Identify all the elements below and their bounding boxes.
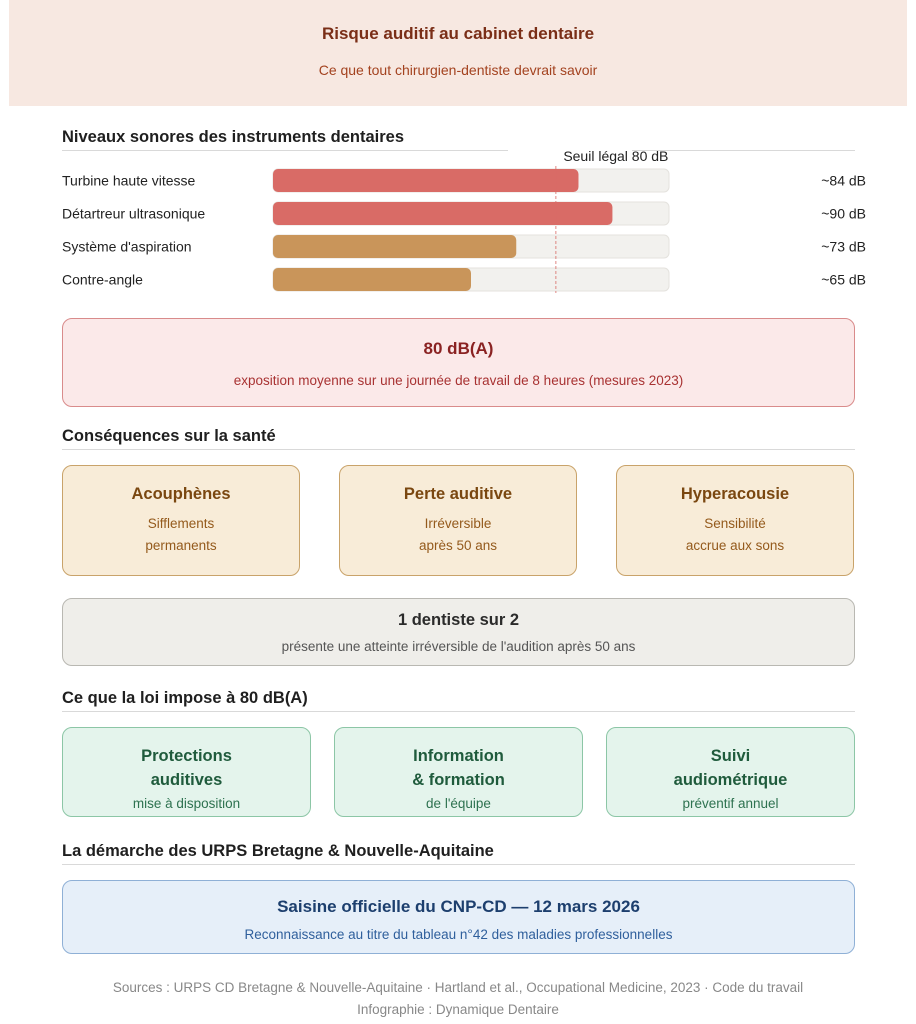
bar-category-label: Système d'aspiration <box>62 238 192 255</box>
bar-value-label: ~90 dB <box>821 205 866 222</box>
page-title: Risque auditif au cabinet dentaire <box>321 24 595 43</box>
bar-value-label: ~84 dB <box>821 172 866 189</box>
exposure-description: exposition moyenne sur une journée de travail de 8 heures (mesures 2023) <box>233 373 684 388</box>
threshold-label: Seuil légal 80 dB <box>563 148 669 164</box>
health-card-description: Sensibilité accrue aux sons <box>685 516 785 553</box>
section-title-approach: La démarche des URPS Bretagne & Nouvelle-Aquitaine <box>62 842 494 860</box>
health-card-title: Hyperacousie <box>680 485 790 503</box>
page-subtitle: Ce que tout chirurgien-dentiste devrait savoir <box>318 62 598 78</box>
referral-card <box>62 880 855 954</box>
bar-contre-angle <box>273 268 471 291</box>
statistic-detail: présente une atteinte irréversible de l'audition après 50 ans <box>281 639 636 654</box>
exposure-value: 80 dB(A) <box>423 339 494 358</box>
bar-turbine-haute-vitesse <box>273 169 578 192</box>
referral-headline: Saisine officielle du CNP-CD — 12 mars 2026 <box>277 897 640 916</box>
section-title-levels: Niveaux sonores des instruments dentaires <box>62 128 405 146</box>
law-card-description: mise à disposition <box>132 796 241 811</box>
bar-syst-me-d-aspiration <box>273 235 516 258</box>
law-card-description: préventif annuel <box>682 796 779 811</box>
noise-level-chart <box>0 0 916 310</box>
law-card-monitoring <box>606 727 855 817</box>
law-card-protection <box>62 727 311 817</box>
footer-credit: Infographie : Dynamique Dentaire <box>357 1002 559 1017</box>
health-card-title: Acouphènes <box>131 485 231 503</box>
law-card-title: Suivi audiométrique <box>673 747 788 789</box>
section-rule-law <box>62 711 855 712</box>
health-card-hearing-loss <box>339 465 577 576</box>
law-card-title: Protections auditives <box>141 747 232 789</box>
referral-detail: Reconnaissance au titre du tableau n°42 des maladies professionnelles <box>244 927 673 942</box>
bar-category-label: Détartreur ultrasonique <box>62 205 206 222</box>
bar-value-label: ~73 dB <box>821 238 866 255</box>
bar-category-label: Contre-angle <box>62 271 143 288</box>
statistic-card <box>62 598 855 666</box>
health-card-description: Irréversible après 50 ans <box>418 516 498 553</box>
law-card-title: Information & formation <box>412 747 505 789</box>
health-card-tinnitus <box>62 465 300 576</box>
law-card-training <box>334 727 583 817</box>
health-card-hyperacusis <box>616 465 854 576</box>
statistic-headline: 1 dentiste sur 2 <box>397 611 520 629</box>
bar-d-tartreur-ultrasonique <box>273 202 612 225</box>
law-card-description: de l'équipe <box>426 796 491 811</box>
section-rule-health <box>62 449 855 450</box>
bar-value-label: ~65 dB <box>821 271 866 288</box>
section-title-health: Conséquences sur la santé <box>62 427 276 445</box>
health-card-title: Perte auditive <box>403 485 513 503</box>
section-rule-approach <box>62 864 855 865</box>
bar-category-label: Turbine haute vitesse <box>62 172 196 189</box>
section-title-law: Ce que la loi impose à 80 dB(A) <box>62 689 308 707</box>
exposure-card <box>62 318 855 407</box>
footer-sources: Sources : URPS CD Bretagne & Nouvelle-Aquitaine · Hartland et al., Occupational Medicine, 2023 · Code du travail <box>112 980 804 995</box>
health-card-description: Sifflements permanents <box>145 516 217 553</box>
